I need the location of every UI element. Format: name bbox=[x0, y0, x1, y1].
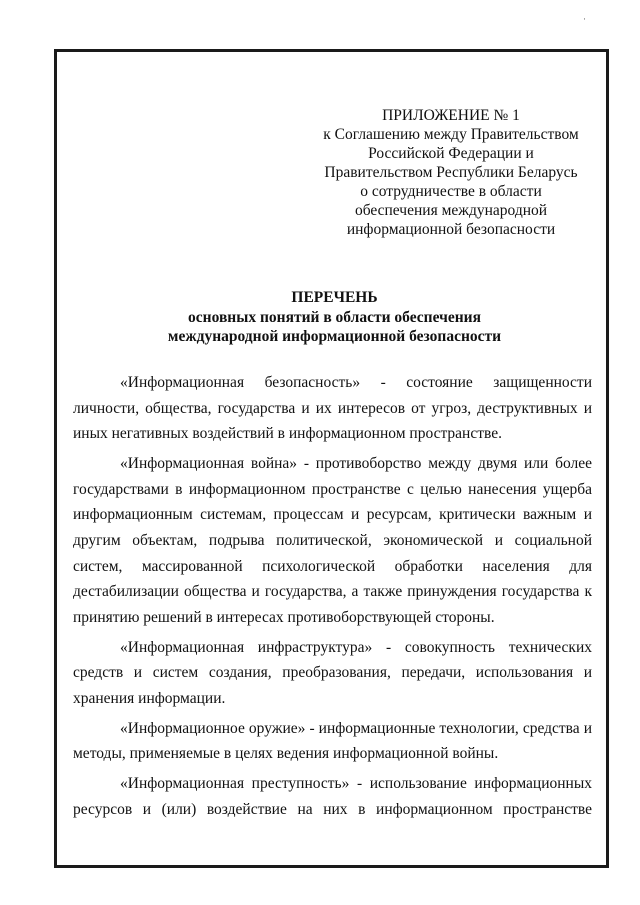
definitions-list bbox=[73, 370, 592, 823]
definition-information-infrastructure: «Информационная инфраструктура» - совокупность технических средств и систем создания, преобразования, передачи, использования и хранения информации. bbox=[73, 638, 592, 707]
definition-information-war: «Информационная война» - противоборство между двумя или более государствами в информационном пространстве с целью нанесения ущерба информационным системам, процессам и ресурсам, критически важным и другим объектам, подрыва политической, экономической и социальной систем, массированной психологической обработки населения для дестабилизации общества и государства, а также принуждения государства к принятию решений в интересах противоборствующей стороны. bbox=[73, 455, 592, 626]
corner-mark: · bbox=[583, 14, 586, 24]
document-heading bbox=[57, 288, 609, 347]
heading-subtitle-line: международной информационной безопасности bbox=[167, 328, 502, 345]
annex-block bbox=[315, 106, 587, 239]
annex-line: Российской Федерации и bbox=[368, 145, 534, 162]
definition-information-security: «Информационная безопасность» - состояние защищенности личности, общества, государства и их интересов от угроз, деструктивных и иных негативных воздействий в информационном пространстве. bbox=[73, 374, 592, 443]
definition-information-weapon: «Информационное оружие» - информационные технологии, средства и методы, применяемые в целях ведения информационной войны. bbox=[73, 719, 592, 763]
annex-line: информационной безопасности bbox=[346, 221, 556, 238]
annex-line: Правительством Республики Беларусь bbox=[324, 164, 578, 181]
heading-title: ПЕРЕЧЕНЬ bbox=[291, 289, 378, 306]
heading-subtitle-line: основных понятий в области обеспечения bbox=[188, 308, 481, 326]
annex-line: о сотрудничестве в области bbox=[360, 183, 542, 200]
definition-information-crime: «Информационная преступность» - использование информационных ресурсов и (или) воздействие на них в информационном пространстве bbox=[73, 775, 592, 819]
annex-line: к Соглашению между Правительством bbox=[323, 126, 579, 143]
annex-line: обеспечения международной bbox=[354, 202, 548, 219]
annex-title: ПРИЛОЖЕНИЕ № 1 bbox=[382, 107, 520, 124]
page-frame bbox=[54, 49, 609, 868]
